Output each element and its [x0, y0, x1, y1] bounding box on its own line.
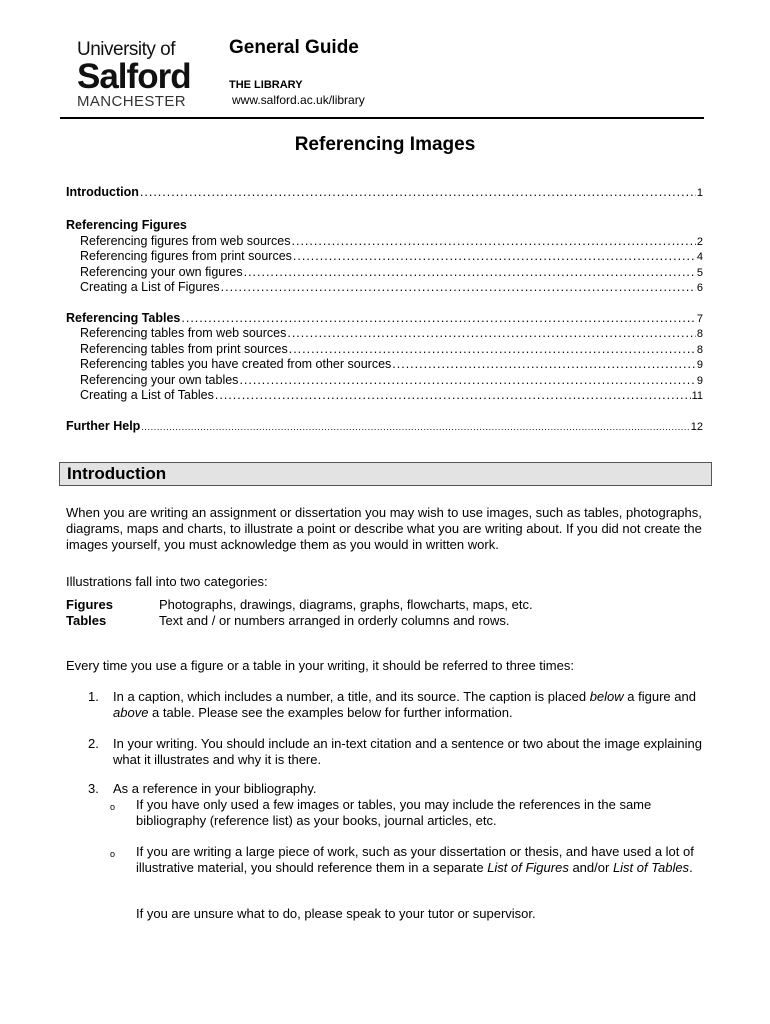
list-item-3: As a reference in your bibliography.: [113, 781, 317, 796]
toc-leader: [293, 249, 696, 263]
toc-leader: [181, 311, 695, 325]
toc-leader: [292, 234, 696, 248]
toc-leader: [141, 422, 689, 432]
toc-entry[interactable]: Referencing figures from print sources ..... 4: [80, 249, 703, 264]
toc-entry-introduction[interactable]: Introduction ..... 1: [66, 185, 703, 200]
definition-description: Photographs, drawings, diagrams, graphs, flowcharts, maps, etc.: [159, 597, 533, 612]
logo-line-1: University of: [77, 39, 176, 60]
definition-description: Text and / or numbers arranged in orderly columns and rows.: [159, 613, 510, 628]
toc-entry[interactable]: Referencing your own figures ..... 5: [80, 265, 703, 280]
toc-leader: [140, 185, 696, 199]
sub-list-item-1: If you have only used a few images or tables, you may include the references in the same bibliography (reference list) as your books, journal articles, etc.: [136, 797, 652, 828]
list-item-2: In your writing. You should include an in-text citation and a sentence or two about the image explaining what it illustrates and why it is there.: [113, 736, 702, 767]
list-item-1: In a caption, which includes a number, a title, and its source. The caption is placed below a figure and above a table. Please see the examples below for further information.: [113, 689, 696, 720]
toc-entry[interactable]: Referencing tables from web sources ..... 8: [80, 326, 703, 341]
toc-entry[interactable]: Creating a List of Tables ..... 11: [80, 388, 703, 403]
list-number: 1.: [88, 689, 99, 704]
library-name: THE LIBRARY: [229, 79, 303, 91]
intro-paragraph-2: Illustrations fall into two categories:: [66, 574, 268, 589]
logo-line-3: MANCHESTER: [77, 93, 187, 110]
toc-entry[interactable]: Referencing figures from web sources ..... 2: [80, 234, 703, 249]
toc-leader: [287, 326, 696, 340]
toc-entry[interactable]: Referencing tables from print sources ..... 8: [80, 342, 703, 357]
section-heading-introduction: Introduction: [67, 464, 167, 483]
bullet-circle-icon: o: [110, 849, 116, 859]
toc-entry-further-help[interactable]: Further Help ..... 12: [66, 419, 703, 434]
toc-leader: [289, 342, 696, 356]
list-number: 2.: [88, 736, 99, 751]
intro-paragraph-3: Every time you use a figure or a table in your writing, it should be referred to three times:: [66, 658, 574, 673]
library-url[interactable]: www.salford.ac.uk/library: [232, 93, 365, 107]
toc-leader: [244, 265, 696, 279]
document-title: Referencing Images: [294, 134, 476, 155]
toc-leader: [239, 373, 695, 387]
list-number: 3.: [88, 781, 99, 796]
section-heading-bar: [59, 462, 712, 486]
toc-entry[interactable]: Referencing your own tables ..... 9: [80, 373, 703, 388]
intro-paragraph-1: When you are writing an assignment or dissertation you may wish to use images, such as tables, photographs, diagrams, maps and charts, to illustrate a point or describe what you are writing about. If you did not create the images yourself, you must acknowledge them as you would in written work.: [66, 505, 702, 552]
toc-leader: [221, 280, 696, 294]
logo-line-2: Salford: [77, 57, 191, 96]
toc-entry[interactable]: Referencing tables you have created from other sources ..... 9: [80, 357, 703, 372]
definition-term: Figures: [66, 597, 113, 612]
toc-leader: [215, 388, 691, 402]
toc-entry-tables[interactable]: Referencing Tables ..... 7: [66, 311, 703, 326]
header-divider: [60, 117, 704, 119]
toc-entry[interactable]: Creating a List of Figures ..... 6: [80, 280, 703, 295]
definition-term: Tables: [66, 613, 107, 628]
sub-list-note: If you are unsure what to do, please speak to your tutor or supervisor.: [136, 906, 536, 921]
guide-title: General Guide: [229, 37, 359, 58]
bullet-circle-icon: o: [110, 802, 116, 812]
toc-heading-figures: Referencing Figures: [66, 218, 187, 232]
university-logo: [77, 39, 191, 110]
sub-list-item-2: If you are writing a large piece of work, such as your dissertation or thesis, and have used a lot of illustrative material, you should reference them in a separate List of Figures and/or List of Tables.: [136, 844, 694, 875]
toc-leader: [392, 357, 696, 371]
